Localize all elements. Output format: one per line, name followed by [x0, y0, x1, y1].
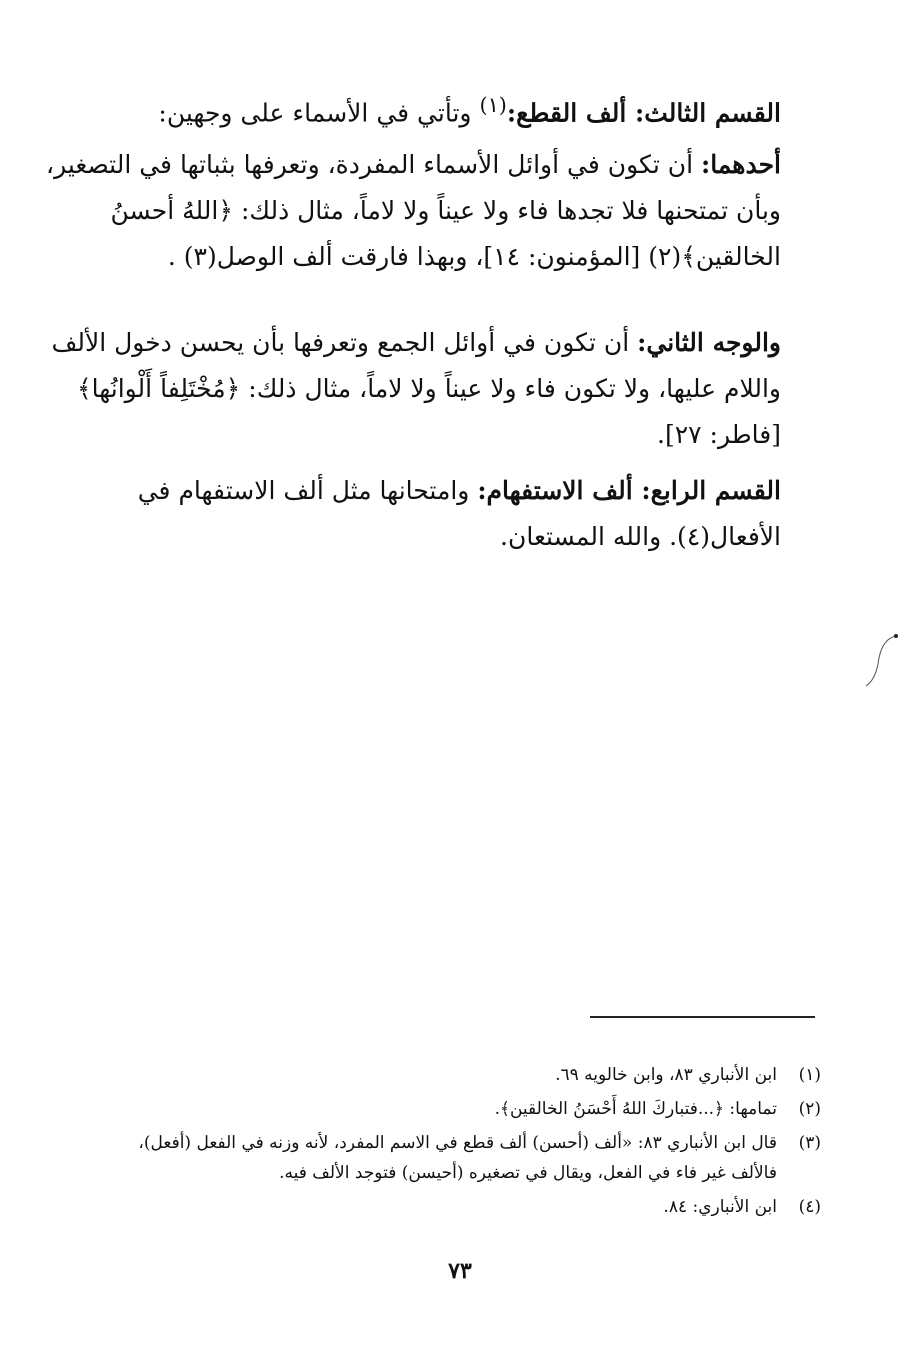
footnote-line: فالألف غير فاء في الفعل، ويقال في تصغيره (أحيسن) فتوجد الألف فيه.	[279, 1163, 777, 1183]
footnote-separator	[590, 1016, 815, 1018]
paragraph-hamzat-al-qat	[130, 82, 781, 136]
paragraph-text: وتأتي في الأسماء على وجهين:	[158, 98, 480, 128]
footnote-number: (٣)	[798, 1133, 821, 1153]
footnote-ref: (١)	[479, 93, 507, 117]
paragraph-text: أن تكون في أوائل الأسماء المفردة، وتعرفها بثباتها في التصغير،	[46, 150, 701, 179]
footnotes	[130, 1060, 821, 1226]
footnote-line: تمامها: ﴿...فتباركَ اللهُ أَحْسَنُ الخالقين﴾.	[494, 1099, 777, 1119]
footnote-line: ابن الأنباري ٨٣، وابن خالويه ٦٩.	[555, 1065, 777, 1085]
footnote	[130, 1192, 821, 1222]
paragraph-second-case	[51, 320, 781, 458]
footnote-number: (٤)	[798, 1197, 821, 1217]
footnote-line: ابن الأنباري: ٨٤.	[663, 1197, 777, 1217]
margin-pen-mark	[862, 630, 898, 690]
footnote	[130, 1060, 821, 1090]
paragraph-line	[46, 142, 781, 188]
footnote-text	[130, 1128, 777, 1188]
footnote	[130, 1094, 821, 1124]
paragraph-line: [فاطر: ٢٧].	[657, 420, 781, 449]
paragraph-first-case	[46, 142, 781, 280]
paragraph-line	[130, 468, 781, 514]
footnote-number: (١)	[798, 1065, 821, 1085]
page-number: ٧٣	[448, 1258, 472, 1284]
footnote-number: (٢)	[798, 1099, 821, 1119]
paragraph-line: وبأن تمتحنها فلا تجدها فاء ولا عيناً ولا لاماً، مثال ذلك: ﴿اللهُ أحسنُ	[110, 196, 781, 225]
section-heading: القسم الثالث: ألف القطع:	[506, 98, 781, 128]
section-heading: القسم الرابع: ألف الاستفهام:	[477, 476, 781, 505]
case-heading: أحدهما:	[700, 150, 781, 179]
paragraph-line: الخالقين﴾(٢) [المؤمنون: ١٤]، وبهذا فارقت ألف الوصل(٣) .	[167, 242, 781, 271]
footnote	[130, 1128, 821, 1188]
footnote-text	[130, 1192, 777, 1222]
paragraph-text: أن تكون في أوائل الجمع وتعرفها بأن يحسن دخول الألف	[51, 328, 638, 357]
paragraph-hamzat-al-istifham	[130, 468, 781, 560]
paragraph-line	[130, 82, 781, 136]
paragraph-line	[51, 320, 781, 366]
case-heading: والوجه الثاني:	[637, 328, 781, 357]
paragraph-line: الأفعال(٤). والله المستعان.	[500, 522, 781, 551]
footnote-text	[130, 1094, 777, 1124]
footnote-text	[130, 1060, 777, 1090]
paragraph-text: وامتحانها مثل ألف الاستفهام في	[137, 476, 478, 505]
paragraph-line: واللام عليها، ولا تكون فاء ولا عيناً ولا لاماً، مثال ذلك: ﴿مُخْتَلِفاً أَلْوانُها﴾	[76, 374, 781, 403]
footnote-line: قال ابن الأنباري ٨٣: «ألف (أحسن) ألف قطع في الاسم المفرد، لأنه وزنه في الفعل (أفعل)،	[138, 1133, 777, 1153]
